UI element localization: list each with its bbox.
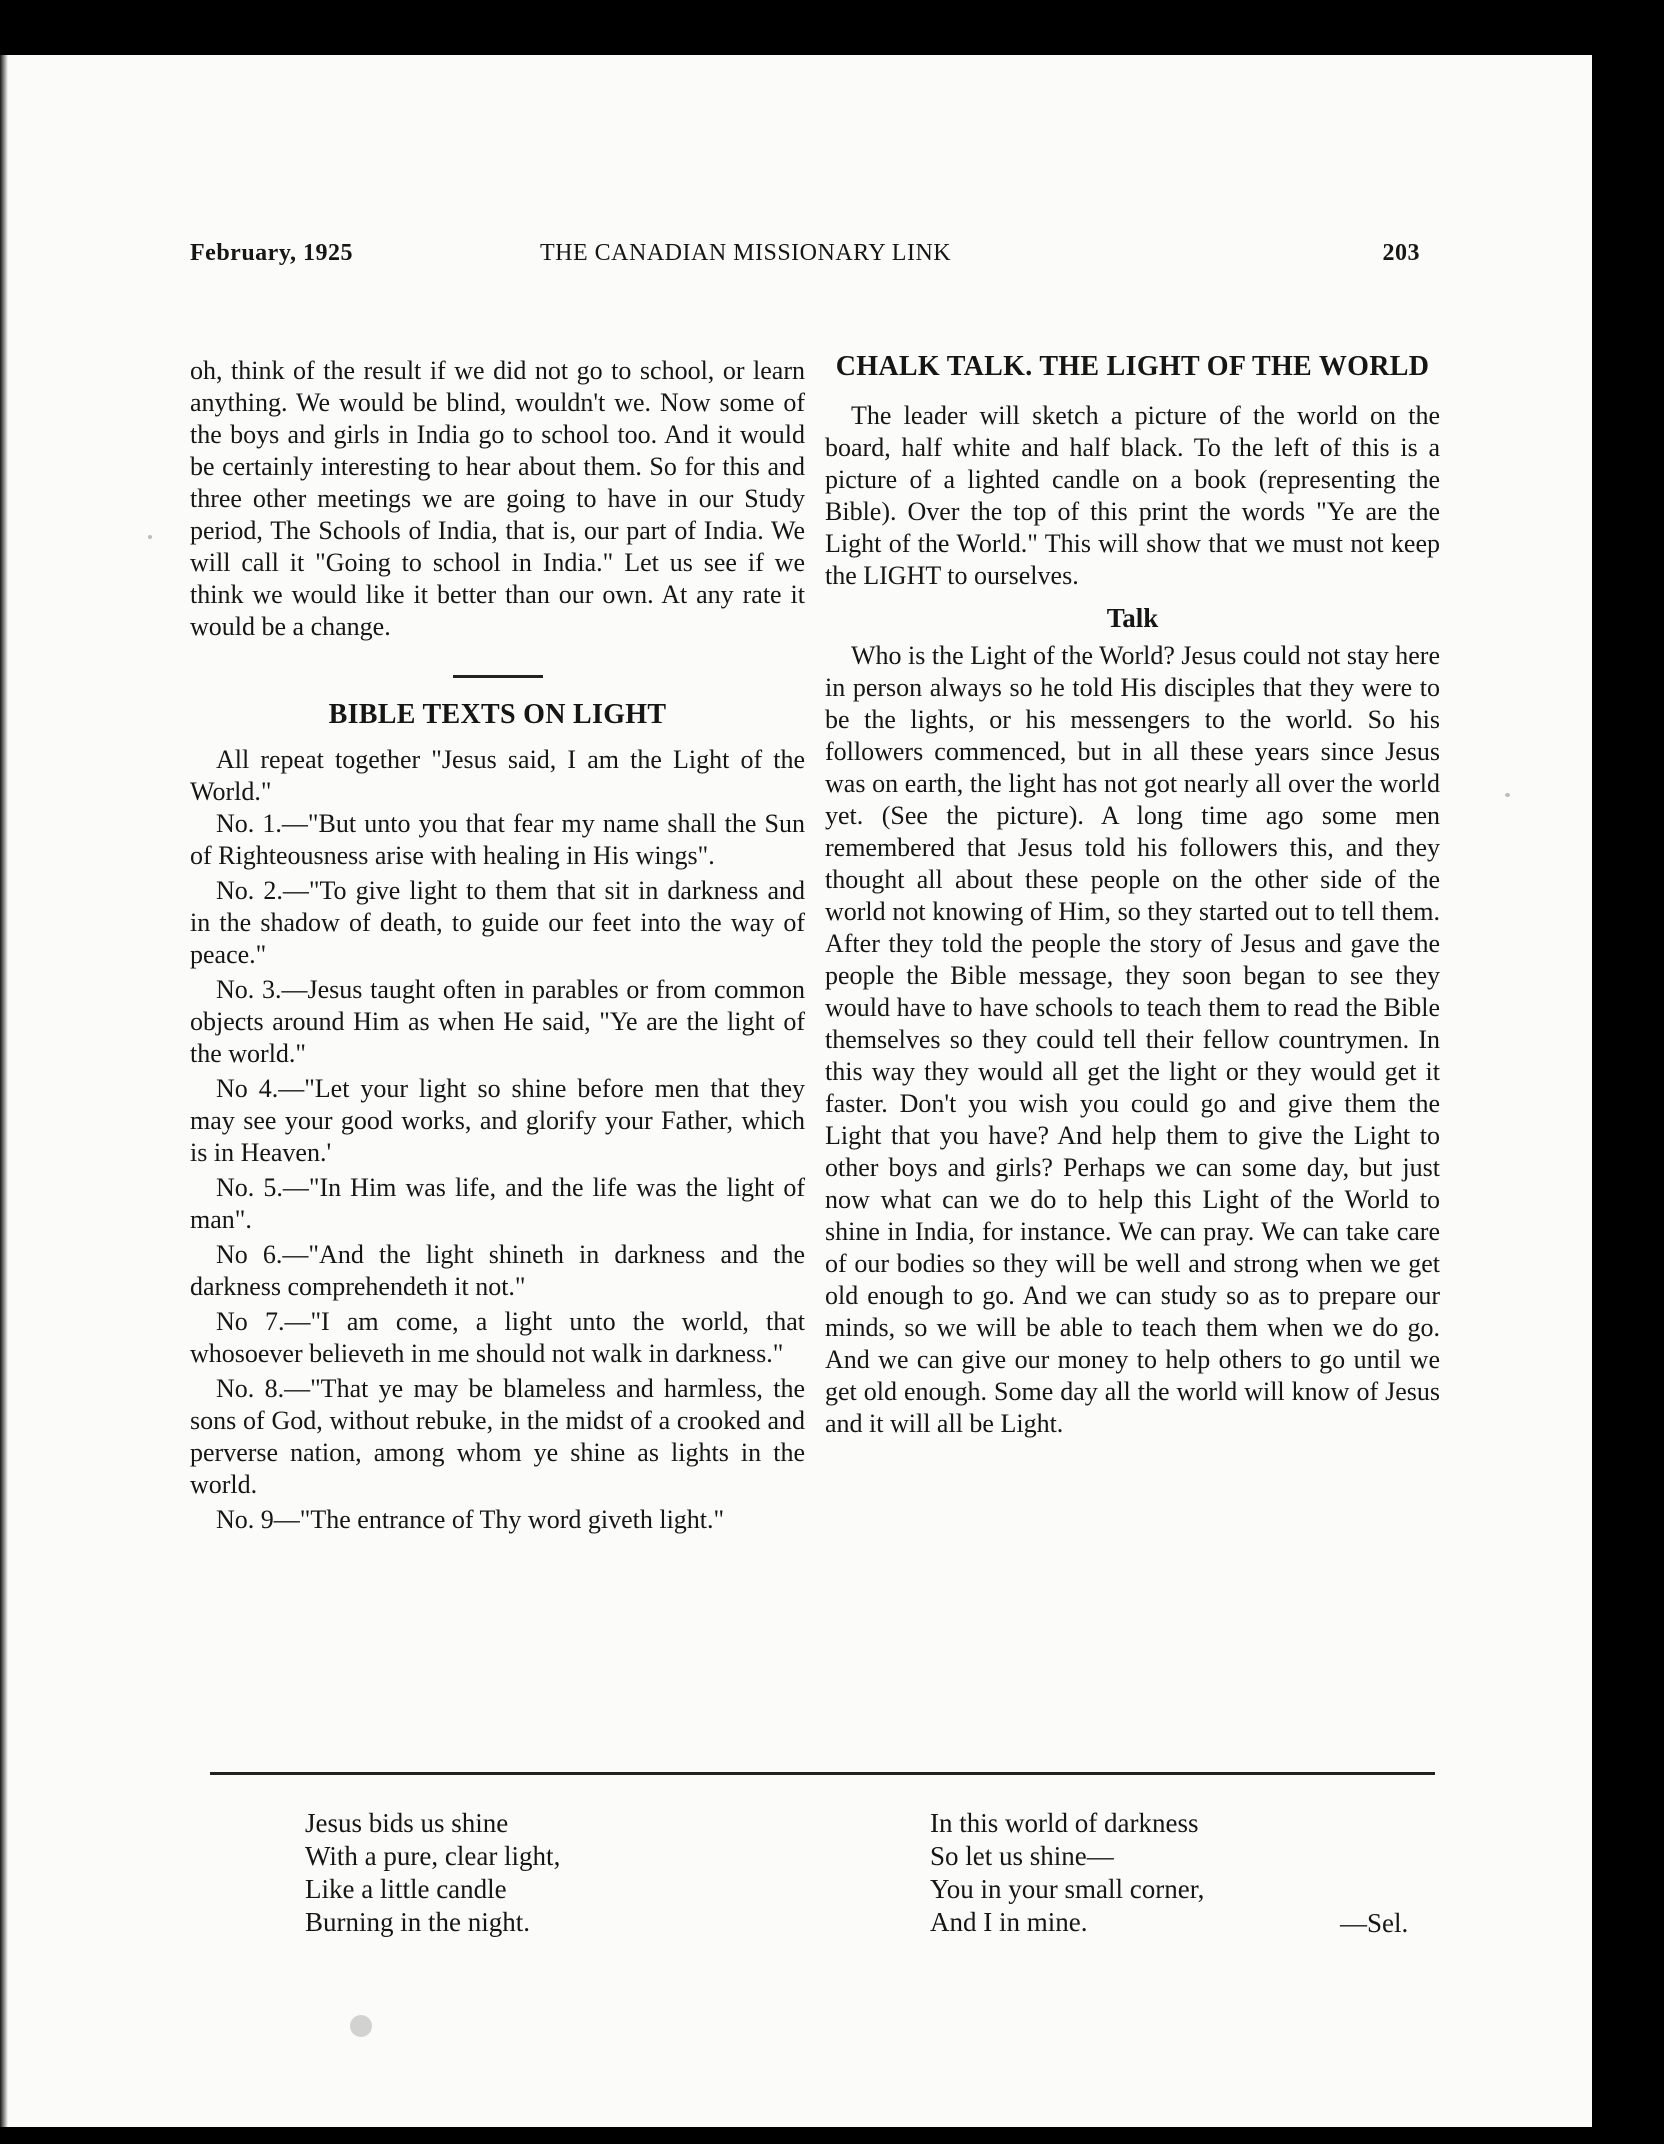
- running-header: [190, 240, 1420, 280]
- bible-text-item: No. 2.—"To give light to them that sit in darkness and in the shadow of death, to guide our feet into the way of peace.": [190, 876, 805, 969]
- print-speck: [350, 2015, 372, 2037]
- magazine-page: [0, 55, 1592, 2127]
- header-date: February, 1925: [190, 240, 353, 266]
- print-speck: [148, 535, 152, 539]
- bible-text-item: No. 8.—"That ye may be blameless and harmless, the sons of God, without rebuke, in the midst of a crooked and perverse nation, among whom ye shine as lights in the world.: [190, 1374, 805, 1499]
- page-spine-shadow: [0, 55, 8, 2127]
- bible-text-item: No 6.—"And the light shineth in darkness and the darkness comprehendeth it not.": [190, 1240, 805, 1301]
- header-page-number: 203: [1382, 240, 1420, 266]
- poem-line: And I in mine.: [930, 1907, 1088, 1937]
- poem-stanza-left: [305, 1807, 560, 1939]
- intro-paragraph: oh, think of the result if we did not go to school, or learn anything. We would be blind, wouldn't we. Now some of the boys and girls in India go to school too. And it would be certainly interesting to hear about them. So for this and three other meetings we are going to have in our Study period, The Schools of India, that is, our part of India. We will call it "Going to school in India." Let us see if we think we would like it better than our own. At any rate it would be a change.: [190, 356, 805, 641]
- poem-line: Like a little candle: [305, 1874, 507, 1904]
- chalk-talk-intro: The leader will sketch a picture of the world on the board, half white and half black. To the left of this is a picture of a lighted candle on a book (representing the Bible). Over the top of this print the words "Ye are the Light of the World." This will show that we must not keep the LIGHT to ourselves.: [825, 401, 1440, 590]
- right-column: [825, 350, 1440, 1440]
- poem-line: You in your small corner,: [930, 1874, 1205, 1904]
- bible-text-item: No 7.—"I am come, a light unto the world, that whosoever believeth in me should not walk in darkness.": [190, 1307, 805, 1368]
- poem-stanza-right: [930, 1807, 1204, 1939]
- poem-line: Burning in the night.: [305, 1907, 530, 1937]
- bible-text-item: No. 1.—"But unto you that fear my name shall the Sun of Righteousness arise with healing in His wings".: [190, 809, 805, 870]
- poem-attribution: —Sel.: [1340, 1908, 1409, 1938]
- poem-line: With a pure, clear light,: [305, 1841, 561, 1871]
- bible-texts-lead: All repeat together "Jesus said, I am the Light of the World.": [190, 745, 805, 806]
- header-publication-title: THE CANADIAN MISSIONARY LINK: [540, 240, 952, 266]
- poem-line: Jesus bids us shine: [305, 1808, 509, 1838]
- chalk-talk-heading: CHALK TALK. THE LIGHT OF THE WORLD: [835, 351, 1430, 382]
- section-divider: [453, 675, 543, 678]
- bible-text-item: No. 9—"The entrance of Thy word giveth light.": [216, 1505, 725, 1534]
- talk-subheading: Talk: [1106, 603, 1159, 633]
- bible-text-item: No. 3.—Jesus taught often in parables or from common objects around Him as when He said, "Ye are the light of the world.": [190, 975, 805, 1068]
- poem-line: In this world of darkness: [930, 1808, 1199, 1838]
- poem-line: So let us shine—: [930, 1841, 1114, 1871]
- bible-text-item: No 4.—"Let your light so shine before men that they may see your good works, and glorify your Father, which is in Heaven.': [190, 1074, 805, 1167]
- print-speck: [1505, 793, 1510, 797]
- left-column: [190, 355, 805, 1539]
- poem-divider-rule: [210, 1772, 1435, 1775]
- bible-text-item: No. 5.—"In Him was life, and the life was the light of man".: [190, 1173, 805, 1234]
- talk-paragraph: Who is the Light of the World? Jesus could not stay here in person always so he told His disciples that they were to be the lights, or his messengers to the world. So his followers commenced, but in all these years since Jesus was on earth, the light has not got nearly all over the world yet. (See the picture). A long time ago some men remembered that Jesus told his followers this, and they thought all about these people on the other side of the world not knowing of Him, so they started out to tell them. After they told the people the story of Jesus and gave the people the Bible message, they soon began to see they would have to have schools to teach them to read the Bible themselves so they could tell their fellow countrymen. In this way they would all get the light or they would get it faster. Don't you wish you could go and give them the Light that you have? And help them to give the Light to other boys and girls? Perhaps we can some day, but just now what can we do to help this Light of the World to shine in India, for instance. We can pray. We can take care of our bodies so they will be well and strong when we get old enough to go. And we can study so as to prepare our minds, so we will be able to teach them when we do go. And we can give our money to help others to go until we get old enough. Some day all the world will know of Jesus and it will all be Light.: [825, 641, 1440, 1438]
- bible-texts-heading: BIBLE TEXTS ON LIGHT: [328, 699, 667, 730]
